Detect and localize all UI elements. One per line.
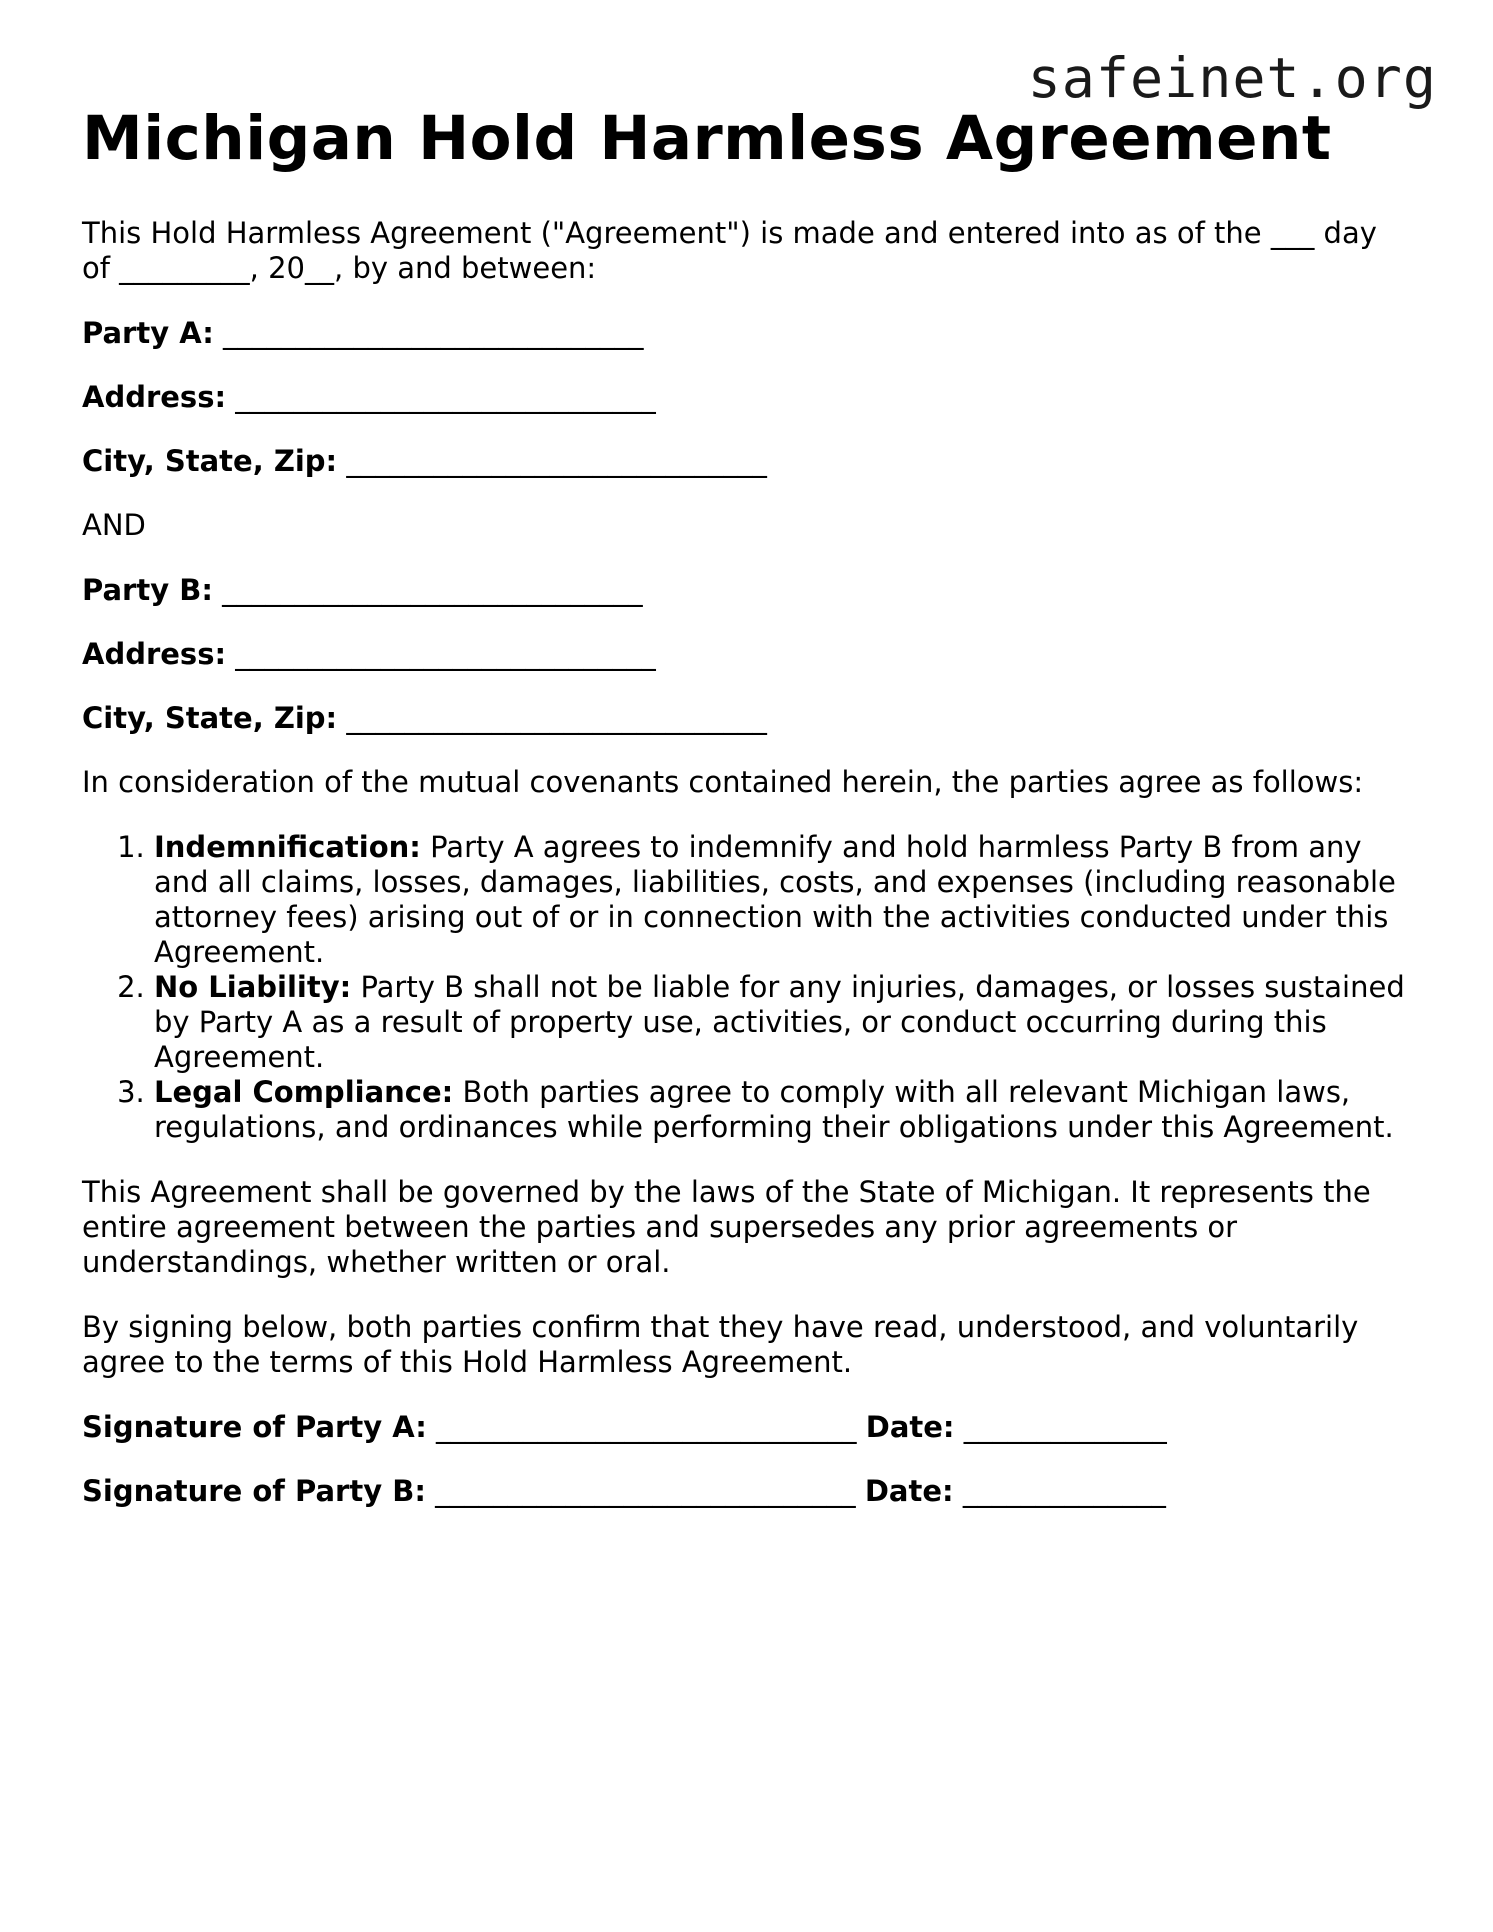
party-b-city-blank: _____________________________ <box>346 701 767 735</box>
signature-party-b-date-label: Date: <box>864 1474 954 1508</box>
document-page <box>82 102 1412 1538</box>
party-b-name-field <box>82 573 1412 608</box>
signature-party-a-row <box>82 1410 1412 1445</box>
and-separator: AND <box>82 508 146 542</box>
party-a-name-label: Party A: <box>82 316 214 350</box>
watermark: safeinet.org <box>1027 46 1437 110</box>
signature-party-a-date-blank: ______________ <box>963 1410 1167 1444</box>
party-b-city-field <box>82 701 1412 736</box>
clauses-list <box>82 830 1412 1145</box>
signature-party-a-date-label: Date: <box>865 1410 955 1444</box>
clause-text: Both parties agree to comply with all relevant Michigan laws, regulations, and ordinances while performing their obligations under this Agreement. <box>154 1075 1394 1144</box>
clause-term: Indemnification: <box>154 830 421 864</box>
clause-text: Party B shall not be liable for any injuries, damages, or losses sustained by Party A as a result of property use, activities, or conduct occurring during this Agreement. <box>154 970 1405 1074</box>
party-a-name-blank: _____________________________ <box>223 316 644 350</box>
clause-no-liability <box>154 970 1412 1075</box>
clause-indemnification <box>154 830 1412 970</box>
governing-law-paragraph: This Agreement shall be governed by the laws of the State of Michigan. It represents the entire agreement between the parties and supersedes any prior agreements or understandings, whether written or oral. <box>82 1175 1371 1279</box>
confirmation-paragraph: By signing below, both parties confirm that they have read, understood, and voluntarily agree to the terms of this Hold Harmless Agreement. <box>82 1310 1359 1379</box>
party-a-city-field <box>82 444 1412 479</box>
signature-party-b-label: Signature of Party B: <box>82 1474 426 1508</box>
signature-party-b-blank: _____________________________ <box>435 1474 856 1508</box>
signature-party-a-label: Signature of Party A: <box>82 1410 427 1444</box>
party-b-address-field <box>82 637 1412 672</box>
document-title: Michigan Hold Harmless Agreement <box>82 103 1332 174</box>
party-b-name-blank: _____________________________ <box>222 573 643 607</box>
signature-party-a-blank: _____________________________ <box>436 1410 857 1444</box>
clause-term: Legal Compliance: <box>154 1075 454 1109</box>
clause-term: No Liability: <box>154 970 352 1004</box>
party-a-name-field <box>82 316 1412 351</box>
party-a-city-label: City, State, Zip: <box>82 444 338 478</box>
intro-paragraph: This Hold Harmless Agreement ("Agreement") is made and entered into as of the ___ day of _________, 20__, by and between: <box>82 216 1377 285</box>
signature-party-b-row <box>82 1474 1412 1509</box>
party-a-address-field <box>82 380 1412 415</box>
party-b-address-label: Address: <box>82 637 227 671</box>
clause-legal-compliance <box>154 1075 1412 1145</box>
party-b-city-label: City, State, Zip: <box>82 701 338 735</box>
party-a-city-blank: _____________________________ <box>346 444 767 478</box>
consideration-paragraph: In consideration of the mutual covenants contained herein, the parties agree as follows: <box>82 765 1364 799</box>
clause-text: Party A agrees to indemnify and hold harmless Party B from any and all claims, losses, damages, liabilities, costs, and expenses (including reasonable attorney fees) arising out of or in connection with the activities conducted under this Agreement. <box>154 830 1396 969</box>
party-a-address-label: Address: <box>82 380 227 414</box>
party-a-address-blank: _____________________________ <box>235 380 656 414</box>
party-b-name-label: Party B: <box>82 573 213 607</box>
signature-party-b-date-blank: ______________ <box>962 1474 1166 1508</box>
party-b-address-blank: _____________________________ <box>235 637 656 671</box>
